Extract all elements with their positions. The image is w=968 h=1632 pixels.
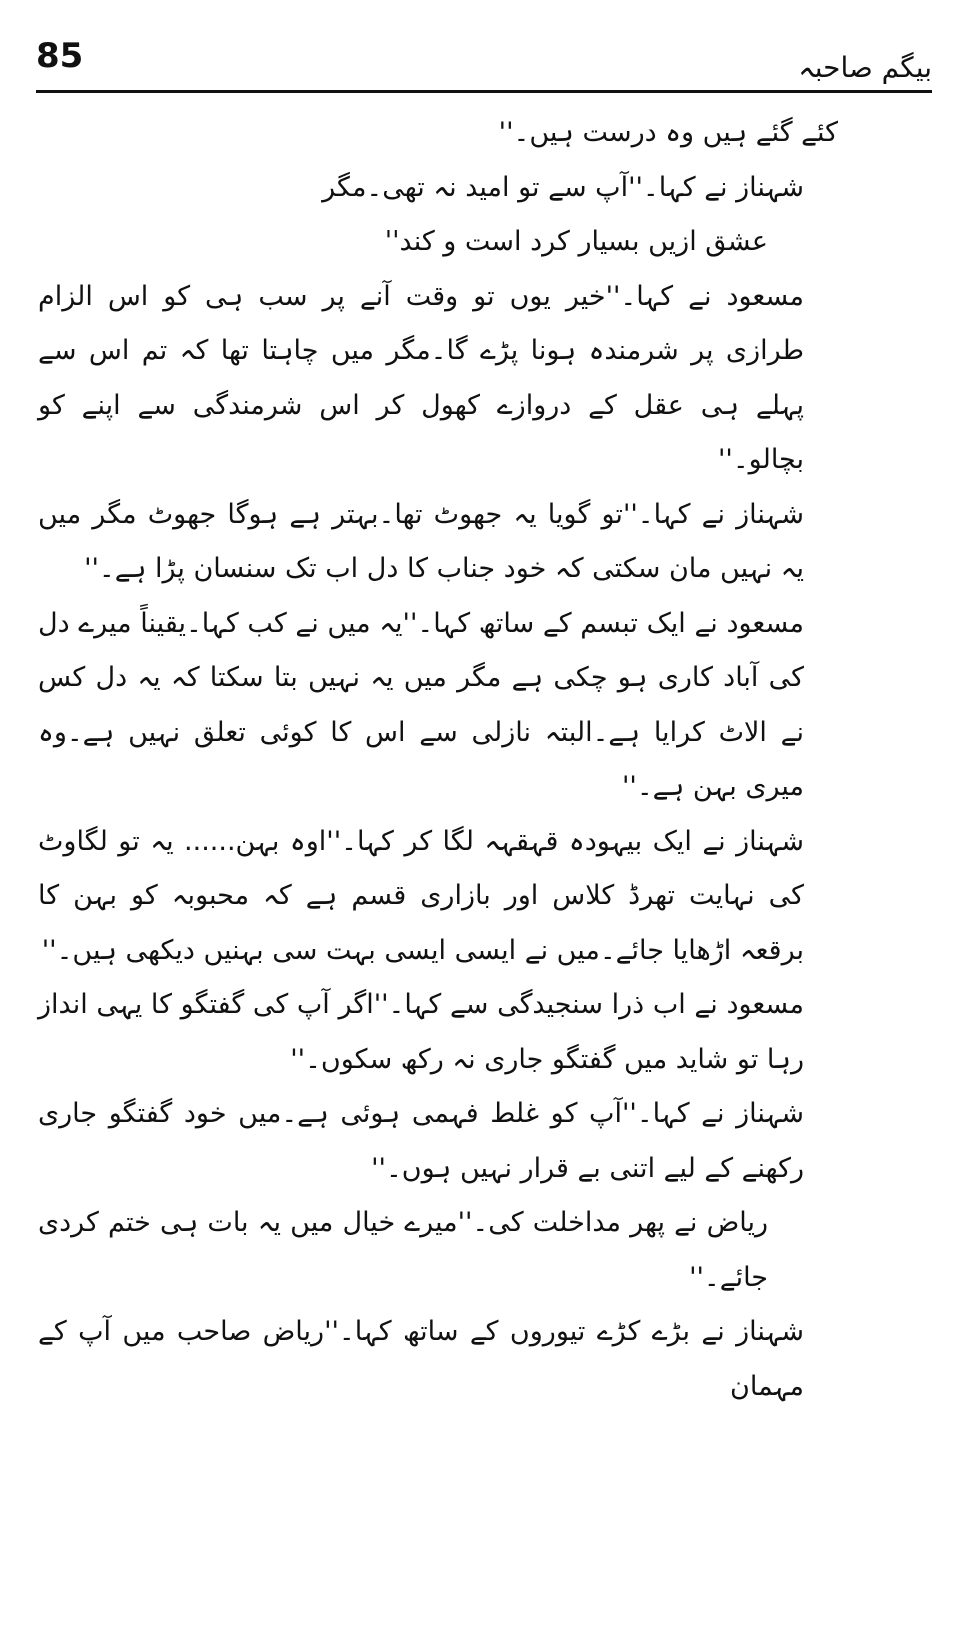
paragraph-5: مسعود نے ایک تبسم کے ساتھ کہا۔''یہ میں نے کب کہا۔یقیناً میرے دل کی آباد کاری ہو چکی ہے مگر میں یہ نہیں بتا سکتا کہ یہ دل کس نے الاٹ کرایا ہے۔البتہ نازلی سے اس کا کوئی تعلق نہیں ہے۔وہ میری بہن ہے۔''	[38, 607, 804, 802]
paragraph-3: مسعود نے کہا۔''خیر یوں تو وقت آنے پر سب ہی کو اس الزام طرازی پر شرمندہ ہونا پڑے گا۔مگر میں چاہتا تھا کہ تم اس سے پہلے ہی عقل کے دروازے کھول کر اس شرمندگی سے اپنے کو بچالو۔''	[38, 280, 804, 475]
paragraph-8: شہناز نے کہا۔''آپ کو غلط فہمی ہوئی ہے۔میں خود گفتگو جاری رکھنے کے لیے اتنی بے قرار نہیں ہوں۔''	[38, 1098, 804, 1184]
paragraph-2: شہناز نے کہا۔''آپ سے تو امید نہ تھی۔مگر	[322, 171, 804, 203]
paragraph-9: ریاض نے پھر مداخلت کی۔''میرے خیال میں یہ بات ہی ختم کردی جائے۔''	[38, 1207, 768, 1293]
header-rule	[36, 90, 932, 93]
text-body	[38, 106, 838, 1414]
paragraph-10: شہناز نے بڑے کڑے تیوروں کے ساتھ کہا۔''ریاض صاحب میں آپ کے مہمان	[38, 1316, 804, 1402]
paragraph-6: شہناز نے ایک بیہودہ قہقہہ لگا کر کہا۔''اوہ بہن...... یہ تو لگاوٹ کی نہایت تھرڈ کلاس اور بازاری قسم ہے کہ محبوبہ کو بہن کا برقعہ اڑھایا جائے۔میں نے ایسی ایسی بہت سی بہنیں دیکھی ہیں۔''	[38, 825, 804, 966]
paragraph-1: کئے گئے ہیں وہ درست ہیں۔''	[498, 117, 838, 148]
page-number: 85	[36, 36, 84, 76]
paragraph-7: مسعود نے اب ذرا سنجیدگی سے کہا۔''اگر آپ کی گفتگو کا یہی انداز رہا تو شاید میں گفتگو جاری نہ رکھ سکوں۔''	[38, 989, 804, 1075]
paragraph-4: شہناز نے کہا۔''تو گویا یہ جھوٹ تھا۔بہتر ہے ہوگا جھوٹ مگر میں یہ نہیں مان سکتی کہ خود جناب کا دل اب تک سنسان پڑا ہے۔''	[38, 498, 804, 584]
page-header	[36, 30, 932, 92]
verse-line: عشق ازیں بسیار کرد است و کند''	[384, 226, 768, 257]
running-title: بیگم صاحبہ	[798, 51, 932, 84]
